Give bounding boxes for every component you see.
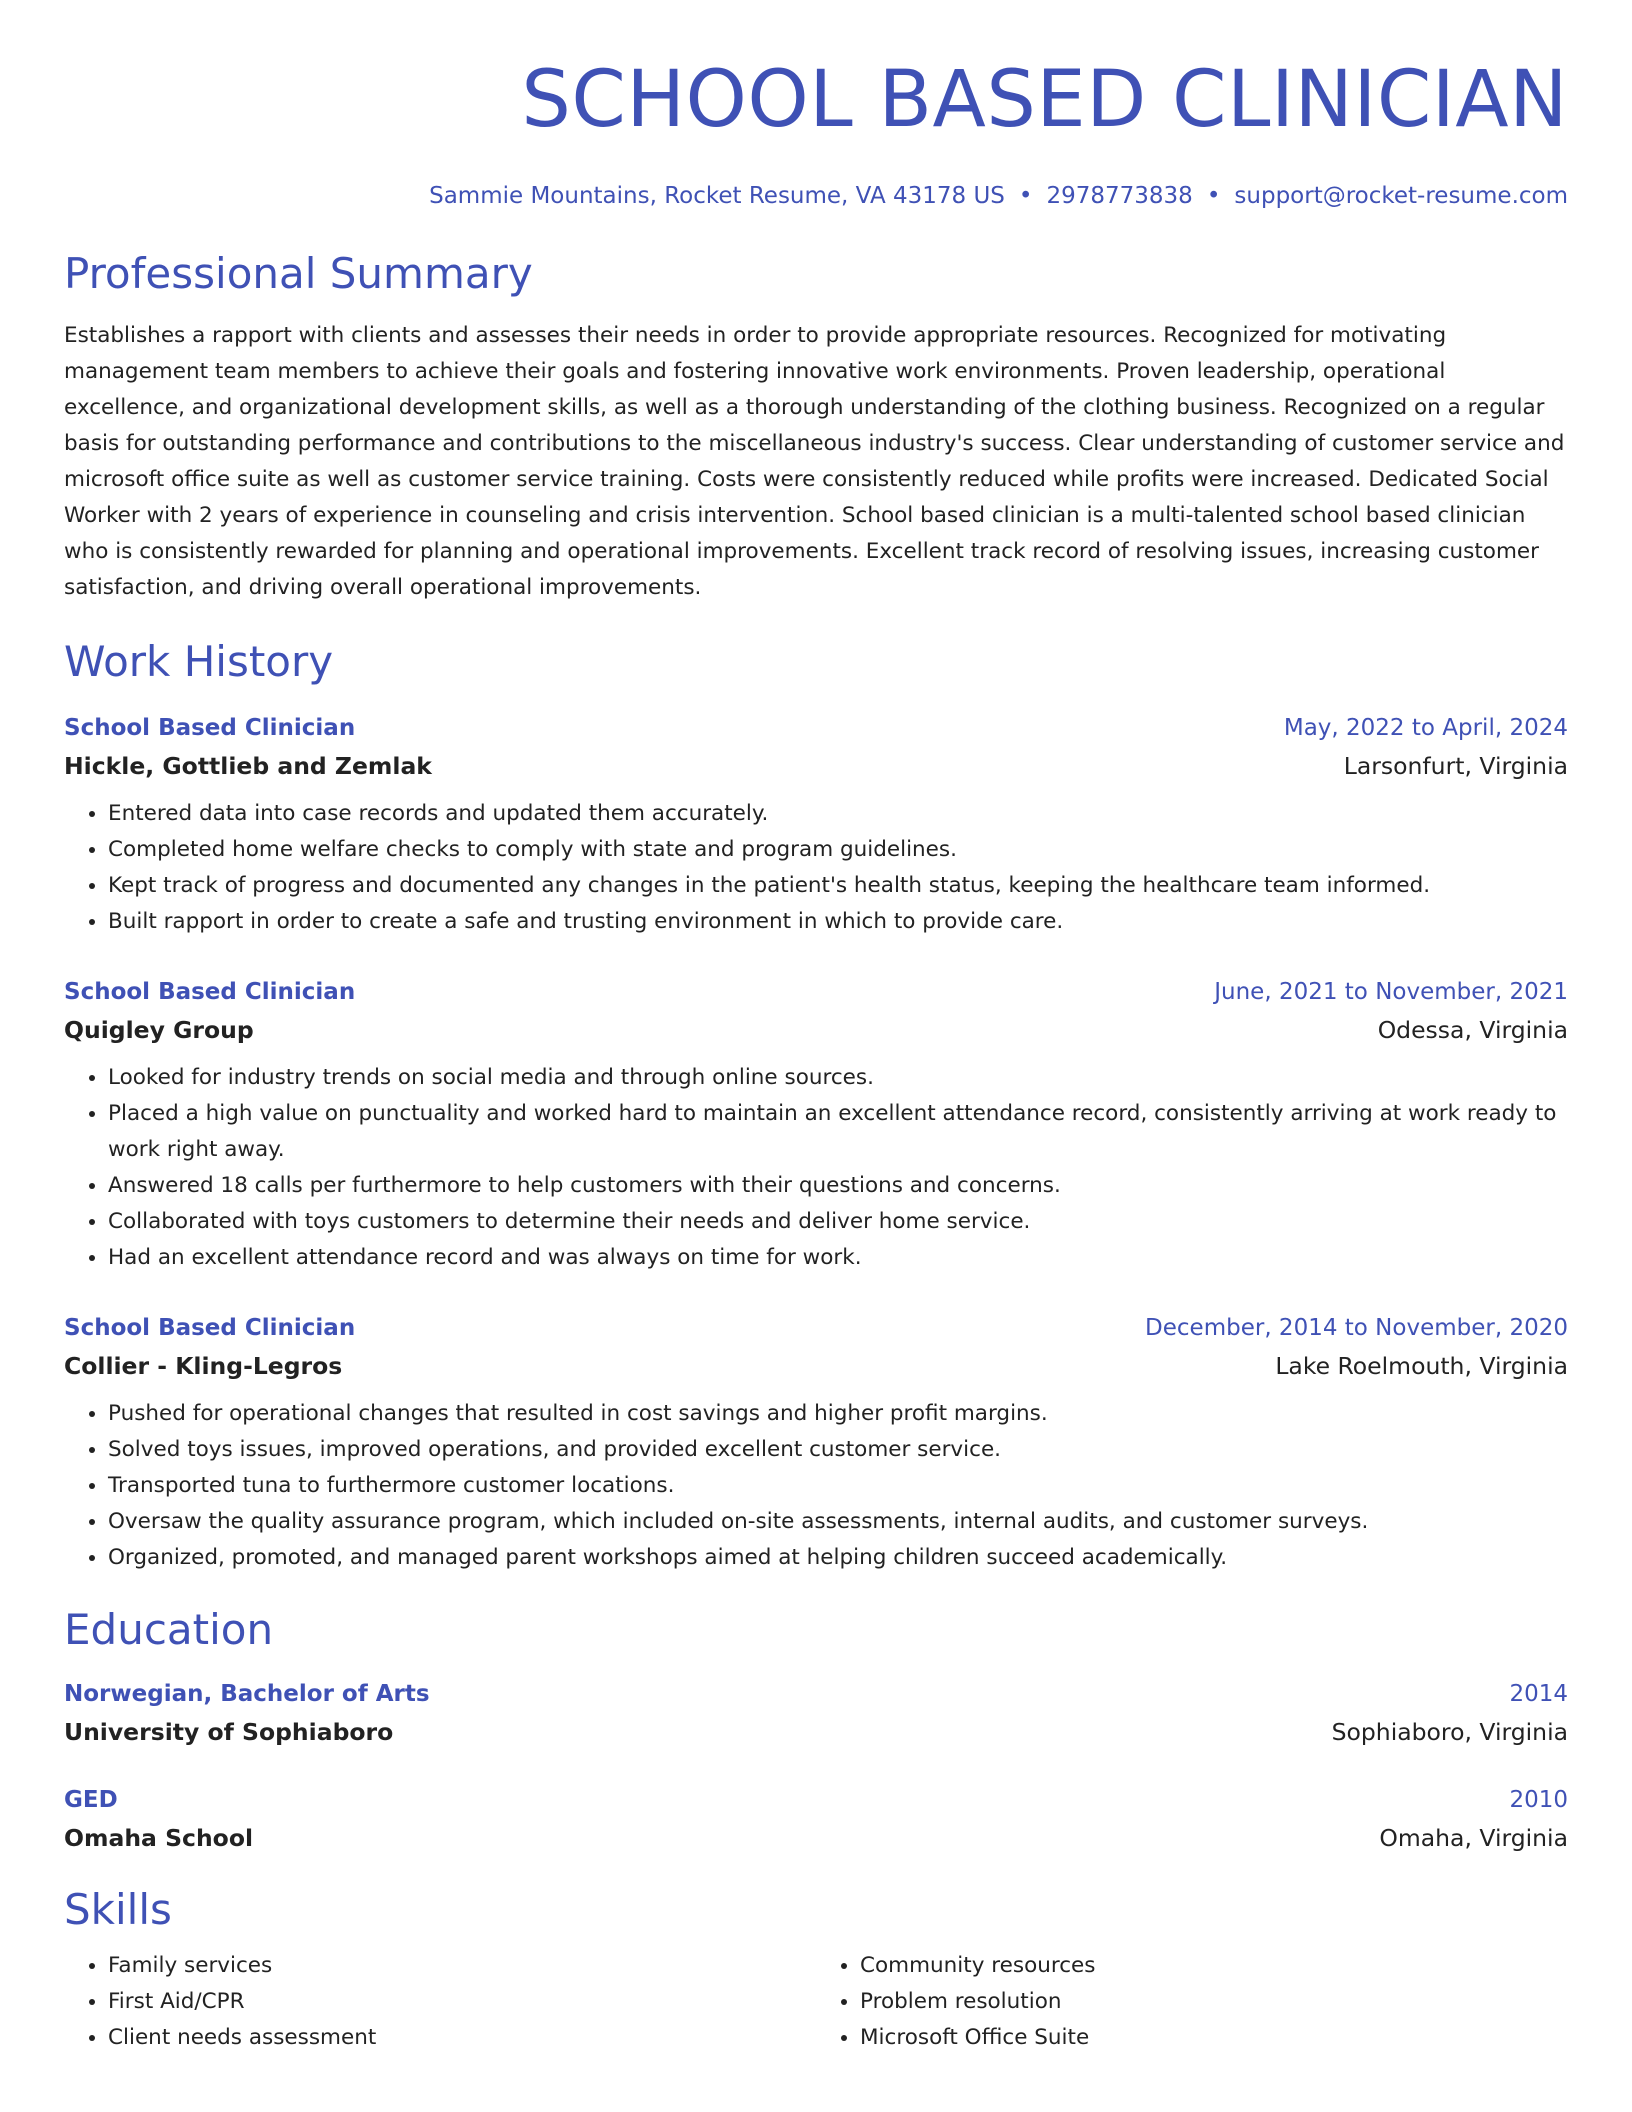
job-bullet: • Entered data into case records and updated them accurately. (108, 796, 1568, 832)
job-location: Odessa, Virginia (1377, 1016, 1568, 1044)
job-bullet: • Solved toys issues, improved operations, and provided excellent customer service. (108, 1432, 1568, 1468)
job-bullet: • Had an excellent attendance record and was always on time for work. (108, 1240, 1568, 1276)
job-bullet: • Organized, promoted, and managed parent workshops aimed at helping children succeed academically. (108, 1540, 1568, 1576)
education-heading: Education (64, 1605, 274, 1654)
job-dates: December, 2014 to November, 2020 (1145, 1315, 1568, 1341)
job-dates: June, 2021 to November, 2021 (1214, 979, 1568, 1005)
job-bullet: • Kept track of progress and documented any changes in the patient's health status, keeping the healthcare team informed. (108, 868, 1568, 904)
skill-item: • Microsoft Office Suite (860, 2020, 1568, 2056)
summary-text: Establishes a rapport with clients and assesses their needs in order to provide appropriate resources. Recognized for motivating management team members to achieve their goals and fostering innovative work environments. Proven leadership, operational excellence, and organizational development skills, as well as a thorough understanding of the clothing business. Recognized on a regular basis for outstanding performance and contributions to the miscellaneous industry's success. Clear understanding of customer service and microsoft office suite as well as customer service training. Costs were consistently reduced while profits were increased. Dedicated Social Worker with 2 years of experience in counseling and crisis intervention. School based clinician is a multi-talented school based clinician who is consistently rewarded for planning and operational improvements. Excellent track record of resolving issues, increasing customer satisfaction, and driving overall operational improvements. (64, 323, 1565, 600)
summary-heading: Professional Summary (64, 249, 533, 298)
job-bullet: • Completed home welfare checks to comply with state and program guidelines. (108, 832, 1568, 868)
job-company: Quigley Group (64, 1016, 254, 1044)
job-company: Collier - Kling-Legros (64, 1352, 343, 1380)
education-entry (64, 1782, 1568, 1858)
skill-item: • Problem resolution (860, 1984, 1568, 2020)
contact-separator: • (1018, 183, 1033, 209)
contact-separator: • (1206, 183, 1221, 209)
education-school: Omaha School (64, 1824, 254, 1852)
education-year: 2014 (1509, 1681, 1568, 1707)
job-location: Lake Roelmouth, Virginia (1275, 1352, 1568, 1380)
education-school: University of Sophiaboro (64, 1718, 394, 1746)
job-bullets (64, 796, 1568, 940)
contact-line (64, 180, 1568, 212)
job-entry (64, 710, 1568, 940)
job-role: School Based Clinician (64, 979, 356, 1005)
resume-title: SCHOOL BASED CLINICIAN (521, 55, 1568, 145)
job-role: School Based Clinician (64, 1315, 356, 1341)
education-location: Omaha, Virginia (1379, 1824, 1568, 1852)
job-bullet: • Answered 18 calls per furthermore to help customers with their questions and concerns. (108, 1168, 1568, 1204)
skills-column-left (64, 1948, 816, 2056)
job-role: School Based Clinician (64, 715, 356, 741)
job-bullet: • Oversaw the quality assurance program, which included on-site assessments, internal audits, and customer surveys. (108, 1504, 1568, 1540)
job-bullets (64, 1060, 1568, 1276)
job-bullet: • Looked for industry trends on social media and through online sources. (108, 1060, 1568, 1096)
work-history-heading: Work History (64, 637, 334, 686)
education-degree: Norwegian, Bachelor of Arts (64, 1681, 430, 1707)
job-entry (64, 974, 1568, 1276)
skill-item: • Family services (108, 1948, 816, 1984)
contact-address: Sammie Mountains, Rocket Resume, VA 43178 US (429, 183, 1005, 209)
job-entry (64, 1310, 1568, 1576)
education-degree: GED (64, 1787, 118, 1813)
skill-item: • Client needs assessment (108, 2020, 816, 2056)
job-bullet: • Transported tuna to furthermore customer locations. (108, 1468, 1568, 1504)
skill-item: • First Aid/CPR (108, 1984, 816, 2020)
job-bullet: • Built rapport in order to create a safe and trusting environment in which to provide care. (108, 904, 1568, 940)
job-bullet: • Collaborated with toys customers to determine their needs and deliver home service. (108, 1204, 1568, 1240)
job-dates: May, 2022 to April, 2024 (1283, 715, 1568, 741)
job-bullets (64, 1396, 1568, 1576)
job-company: Hickle, Gottlieb and Zemlak (64, 752, 432, 780)
skills-list (64, 1948, 1568, 2056)
job-location: Larsonfurt, Virginia (1343, 752, 1568, 780)
job-bullet: • Pushed for operational changes that resulted in cost savings and higher profit margins. (108, 1396, 1568, 1432)
contact-phone: 2978773838 (1046, 183, 1193, 209)
education-location: Sophiaboro, Virginia (1331, 1718, 1568, 1746)
education-year: 2010 (1509, 1787, 1568, 1813)
skills-heading: Skills (64, 1885, 172, 1934)
job-bullet: • Placed a high value on punctuality and worked hard to maintain an excellent attendance record, consistently arriving at work ready to work right away. (108, 1096, 1568, 1168)
skills-column-right (816, 1948, 1568, 2056)
contact-email[interactable]: support@rocket-resume.com (1234, 183, 1568, 209)
education-entry (64, 1676, 1568, 1752)
skill-item: • Community resources (860, 1948, 1568, 1984)
